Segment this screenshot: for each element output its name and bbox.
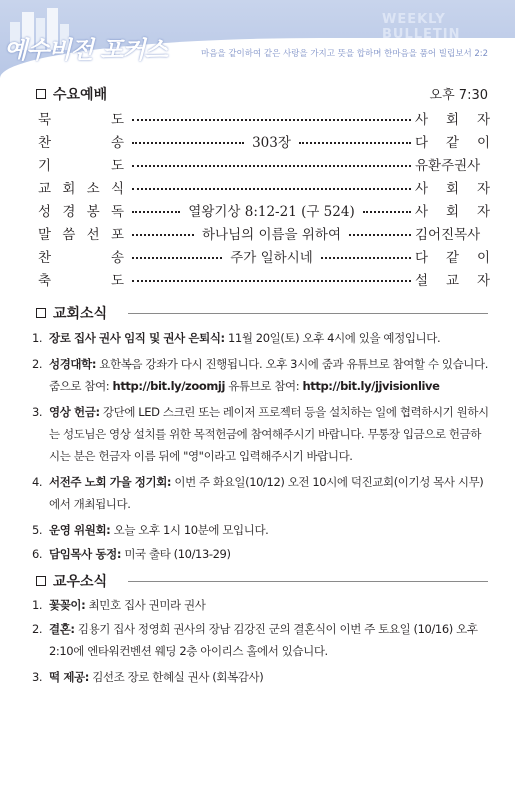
item-text: 김선조 장로 한혜실 권사 (회복감사) bbox=[88, 670, 264, 684]
item-number: 2. bbox=[32, 357, 43, 371]
section-divider bbox=[128, 313, 488, 314]
order-leader-char: 이 bbox=[476, 250, 490, 266]
section-divider bbox=[128, 581, 488, 582]
worship-order-row bbox=[38, 199, 490, 221]
dotted-leader bbox=[349, 234, 411, 236]
order-label-char: 도 bbox=[110, 273, 124, 289]
order-item-label bbox=[38, 269, 128, 289]
header-banner bbox=[0, 0, 515, 78]
order-label-char: 교 bbox=[38, 181, 52, 197]
worship-order-row bbox=[38, 130, 490, 152]
order-item-label bbox=[38, 223, 128, 243]
item-number: 1. bbox=[32, 331, 43, 345]
item-number: 3. bbox=[32, 405, 43, 419]
item-text: 유튜브로 참여: bbox=[224, 379, 303, 393]
worship-order-row bbox=[38, 107, 490, 129]
worship-order-row bbox=[38, 222, 490, 244]
order-label-char: 소 bbox=[86, 181, 100, 197]
order-label-char: 봉 bbox=[86, 204, 100, 220]
worship-order-row bbox=[38, 153, 490, 175]
item-number: 6. bbox=[32, 547, 43, 561]
item-heading: 영상 헌금: bbox=[49, 405, 100, 419]
item-text: 이번 주 화요일(10/12) 오전 10시에 덕진교회(이기성 목사 시무)에서 개최됩니다. bbox=[49, 475, 484, 511]
worship-order-row bbox=[38, 268, 490, 290]
order-label-char: 기 bbox=[38, 158, 52, 174]
list-item bbox=[32, 618, 490, 662]
order-label-char: 송 bbox=[110, 135, 124, 151]
order-leader-dots bbox=[128, 163, 415, 165]
order-leader-char: 김어진목사 bbox=[415, 227, 481, 243]
order-label-char: 송 bbox=[110, 250, 124, 266]
dotted-leader bbox=[132, 119, 411, 121]
worship-time: 오후 7:30 bbox=[429, 88, 488, 103]
order-label-char: 묵 bbox=[38, 112, 52, 128]
item-heading: 꽃꽂이: bbox=[49, 598, 86, 612]
order-leader-char: 회 bbox=[445, 204, 460, 220]
zoom-link[interactable]: http://bit.ly/zoomjj bbox=[112, 379, 225, 393]
youtube-link[interactable]: http://bit.ly/jjvisionlive bbox=[302, 379, 440, 393]
order-leader-dots bbox=[128, 246, 415, 266]
item-text: 강단에 LED 스크린 또는 레이저 프로젝터 등을 설치하는 일에 협력하시기 원하시는 성도님은 영상 설치를 위한 목적헌금에 참여해주시기 바랍니다. 무통장 입금으로 헌금하시는 분은 헌금자 이름 뒤에 "영"이라고 입력해주시기 바랍니다. bbox=[49, 405, 489, 463]
order-leader-char: 사 bbox=[415, 204, 429, 220]
order-item-leader bbox=[415, 269, 490, 289]
order-leader-dots bbox=[128, 186, 415, 188]
order-label-char: 도 bbox=[110, 158, 124, 174]
worship-title: 수요예배 bbox=[53, 87, 108, 103]
list-item bbox=[32, 327, 490, 349]
item-text: 김용기 집사 정영희 권사의 장남 김강진 군의 결혼식이 이번 주 토요일 (10/16) 오후 2:10에 엔타워컨벤션 웨딩 2층 아이리스 홀에서 있습니다. bbox=[49, 622, 478, 658]
worship-order-row bbox=[38, 245, 490, 267]
order-label-char: 선 bbox=[86, 227, 100, 243]
order-leader-char: 다 bbox=[415, 250, 429, 266]
checkbox-icon bbox=[36, 308, 46, 318]
order-leader-char: 회 bbox=[445, 181, 460, 197]
list-item bbox=[32, 471, 490, 515]
order-item-label bbox=[38, 200, 128, 220]
order-leader-char: 사 bbox=[415, 181, 429, 197]
item-text: 미국 출타 (10/13-29) bbox=[121, 547, 231, 561]
order-leader-dots bbox=[128, 278, 415, 280]
list-item bbox=[32, 666, 490, 688]
order-item-leader bbox=[415, 177, 490, 197]
order-label-char: 식 bbox=[110, 181, 124, 197]
order-leader-dots bbox=[128, 200, 415, 220]
item-number: 5. bbox=[32, 523, 43, 537]
item-heading: 떡 제공: bbox=[49, 670, 89, 684]
checkbox-icon bbox=[36, 89, 46, 99]
order-leader-char: 교 bbox=[445, 273, 460, 289]
order-item-leader bbox=[415, 223, 490, 243]
dotted-leader bbox=[321, 257, 411, 259]
order-item-leader bbox=[415, 154, 490, 174]
item-text: 최민호 집사 권미라 권사 bbox=[85, 598, 206, 612]
order-label-char: 포 bbox=[110, 227, 124, 243]
order-item-detail: 하나님의 이름을 위하여 bbox=[202, 227, 341, 243]
dotted-leader bbox=[132, 211, 180, 213]
church-news-title: 교회소식 bbox=[53, 306, 108, 322]
item-text: 요한복음 강좌가 다시 진행됩니다. 오후 3시에 줌과 유튜브로 참여할 수 있습니다. 줌으로 참여: bbox=[49, 357, 488, 393]
dotted-leader bbox=[299, 142, 411, 144]
order-label-char: 독 bbox=[110, 204, 124, 220]
order-label-char: 찬 bbox=[38, 135, 52, 151]
order-leader-char: 이 bbox=[476, 135, 490, 151]
list-item bbox=[32, 353, 490, 397]
order-item-leader bbox=[415, 246, 490, 266]
dotted-leader bbox=[132, 257, 222, 259]
item-number: 4. bbox=[32, 475, 43, 489]
order-leader-char: 설 bbox=[415, 273, 429, 289]
order-leader-char: 자 bbox=[476, 273, 490, 289]
item-heading: 담임목사 동정: bbox=[49, 547, 122, 561]
item-number: 1. bbox=[32, 598, 43, 612]
order-label-char: 성 bbox=[38, 204, 52, 220]
order-leader-char: 같 bbox=[445, 135, 460, 151]
dotted-leader bbox=[132, 280, 411, 282]
list-item bbox=[32, 401, 490, 467]
banner-weekly-label: WEEKLY BULLETIN bbox=[382, 12, 461, 42]
order-leader-char: 같 bbox=[445, 250, 460, 266]
order-label-char: 도 bbox=[110, 112, 124, 128]
order-leader-char: 다 bbox=[415, 135, 429, 151]
order-item-detail: 303장 bbox=[252, 135, 291, 151]
member-news-title: 교우소식 bbox=[53, 574, 108, 590]
member-news-header bbox=[36, 571, 107, 591]
item-number: 2. bbox=[32, 622, 43, 636]
order-item-label bbox=[38, 131, 128, 151]
order-leader-char: 자 bbox=[476, 181, 490, 197]
order-label-char: 찬 bbox=[38, 250, 52, 266]
dotted-leader bbox=[363, 211, 411, 213]
order-item-leader bbox=[415, 108, 490, 128]
worship-order-row bbox=[38, 176, 490, 198]
order-item-leader bbox=[415, 131, 490, 151]
banner-verse: 마음을 같이하여 같은 사랑을 가지고 뜻을 합하며 한마음을 품어 빌립보서 2:2 bbox=[201, 49, 489, 59]
dotted-leader bbox=[132, 142, 244, 144]
order-leader-dots bbox=[128, 223, 415, 243]
item-heading: 서전주 노회 가을 정기회: bbox=[49, 475, 172, 489]
order-label-char: 회 bbox=[62, 181, 76, 197]
order-item-label bbox=[38, 108, 128, 128]
item-number: 3. bbox=[32, 670, 43, 684]
list-item bbox=[32, 519, 490, 541]
checkbox-icon bbox=[36, 576, 46, 586]
order-item-label bbox=[38, 177, 128, 197]
dotted-leader bbox=[132, 165, 411, 167]
item-text: 오늘 오후 1시 10분에 모입니다. bbox=[110, 523, 269, 537]
worship-section-header bbox=[36, 84, 107, 104]
order-leader-char: 유환주권사 bbox=[415, 158, 481, 174]
item-heading: 성경대학: bbox=[49, 357, 97, 371]
order-leader-dots bbox=[128, 131, 415, 151]
order-item-label bbox=[38, 154, 128, 174]
order-label-char: 말 bbox=[38, 227, 52, 243]
item-text: 11월 20일(토) 오후 4시에 있을 예정입니다. bbox=[224, 331, 441, 345]
order-leader-dots bbox=[128, 117, 415, 119]
dotted-leader bbox=[132, 188, 411, 190]
order-leader-char: 사 bbox=[415, 112, 429, 128]
order-item-leader bbox=[415, 200, 490, 220]
order-leader-char: 자 bbox=[476, 204, 490, 220]
bulletin-title: 예수비전 포커스 bbox=[4, 36, 167, 64]
list-item bbox=[32, 594, 490, 616]
order-label-char: 경 bbox=[62, 204, 76, 220]
order-item-detail: 열왕기상 8:12-21 (구 524) bbox=[188, 204, 355, 220]
dotted-leader bbox=[132, 234, 194, 236]
order-item-detail: 주가 일하시네 bbox=[230, 250, 313, 266]
order-leader-char: 자 bbox=[476, 112, 490, 128]
order-leader-char: 회 bbox=[445, 112, 460, 128]
list-item bbox=[32, 543, 490, 565]
order-item-label bbox=[38, 246, 128, 266]
item-heading: 결혼: bbox=[49, 622, 75, 636]
item-heading: 장로 집사 권사 임직 및 권사 은퇴식: bbox=[49, 331, 225, 345]
item-heading: 운영 위원회: bbox=[49, 523, 111, 537]
order-label-char: 축 bbox=[38, 273, 52, 289]
order-label-char: 씀 bbox=[62, 227, 76, 243]
church-news-header bbox=[36, 303, 107, 323]
